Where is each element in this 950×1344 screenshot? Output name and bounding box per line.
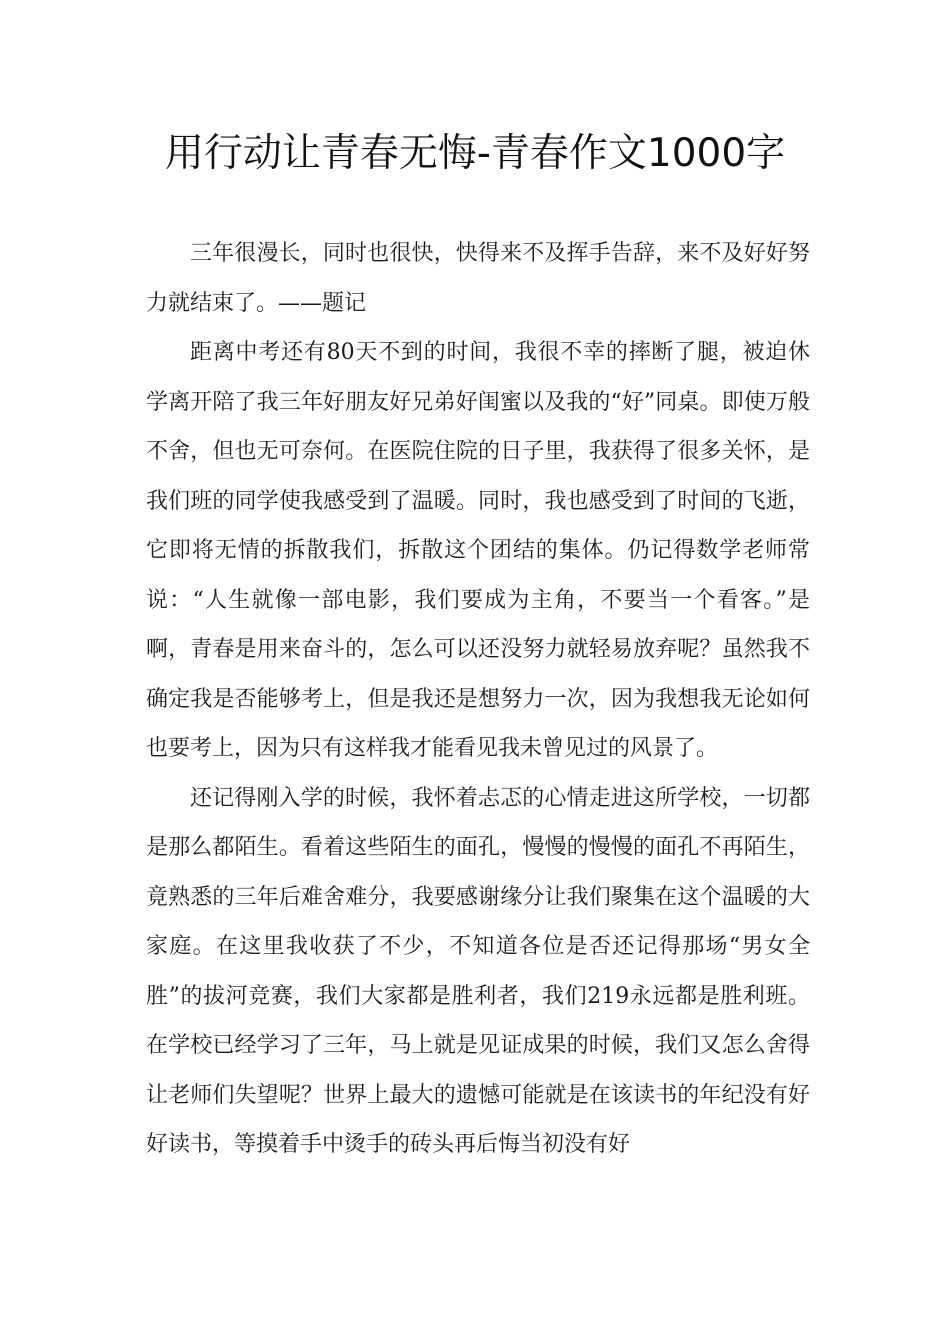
paragraph-exam-injury: 距离中考还有80天不到的时间，我很不幸的摔断了腿，被迫休学离开陪了我三年好朋友好兄弟好闺蜜以及我的“好”同桌。即使万般不舍，但也无可奈何。在医院住院的日子里，我获得了很多关怀，是我们班的同学使我感受到了温暖。同时，我也感受到了时间的飞逝，它即将无情的拆散我们，拆散这个团结的集体。仍记得数学老师常说：“人生就像一部电影，我们要成为主角，不要当一个看客。”是啊，青春是用来奋斗的，怎么可以还没努力就轻易放弃呢？虽然我不确定我是否能够考上，但是我还是想努力一次，因为我想我无论如何也要考上，因为只有这样我才能看见我未曾见过的风景了。	[146, 340, 810, 761]
paragraph-epigraph: 三年很漫长，同时也很快，快得来不及挥手告辞，来不及好好努力就结束了。——题记	[146, 241, 810, 316]
paragraph-school-memories: 还记得刚入学的时候，我怀着忐忑的心情走进这所学校，一切都是那么都陌生。看着这些陌生的面孔，慢慢的慢慢的面孔不再陌生，竟熟悉的三年后难舍难分，我要感谢缘分让我们聚集在这个温暖的大家庭。在这里我收获了不少，不知道各位是否还记得那场“男女全胜”的拔河竞赛，我们大家都是胜利者，我们219永远都是胜利班。在学校已经学习了三年，马上就是见证成果的时候，我们又怎么舍得让老师们失望呢？世界上最大的遗憾可能就是在该读书的年纪没有好好读书，等摸着手中烫手的砖头再后悔当初没有好	[146, 785, 810, 1157]
document-title: 用行动让青春无悔-青春作文1000字	[164, 131, 786, 176]
document-body	[146, 229, 810, 1170]
